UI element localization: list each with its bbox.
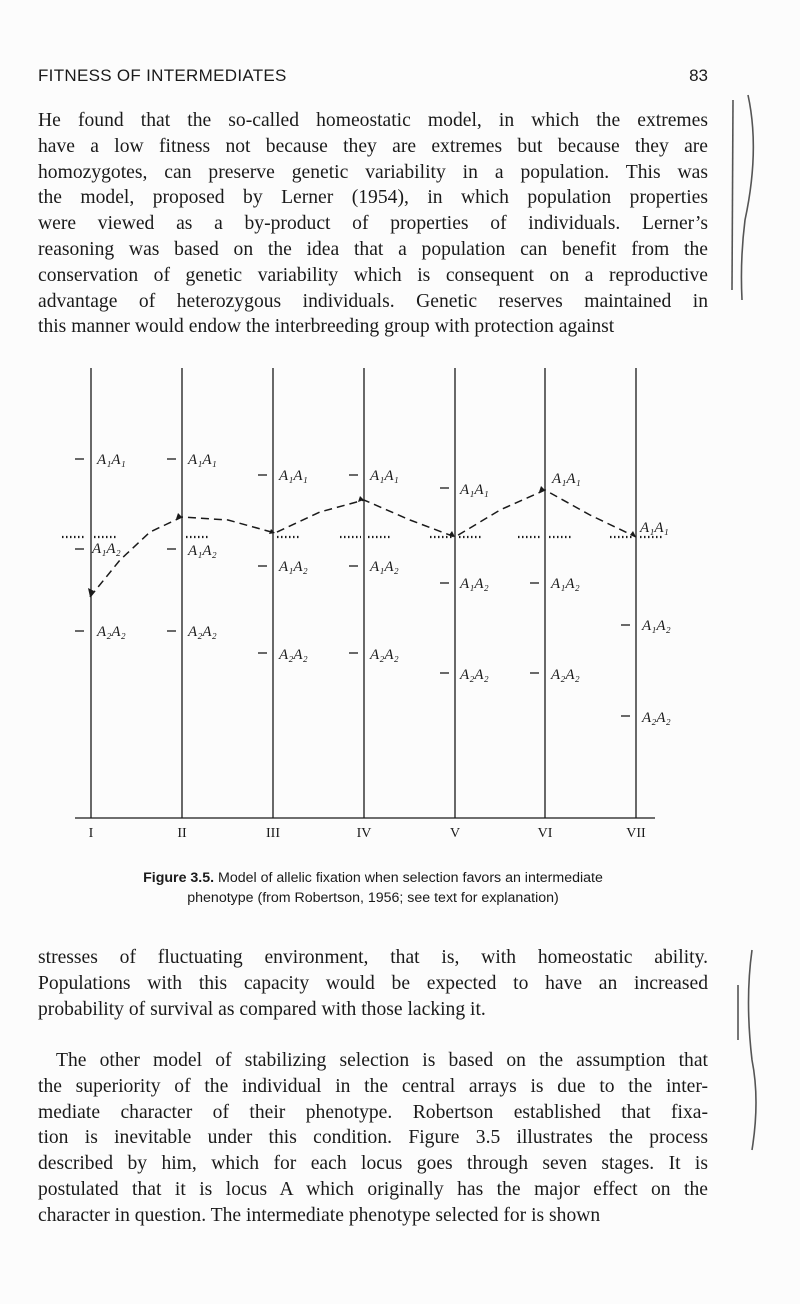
paragraph-line: were viewed as a by-product of properties of individuals. Lerner’s [38, 213, 708, 235]
running-title: FITNESS OF INTERMEDIATES [38, 66, 287, 85]
paragraph-line: postulated that it is locus A which originally has the major effect on the [38, 1178, 708, 1200]
caption-text: Model of allelic fixation when selection favors an intermediate [218, 870, 603, 886]
paragraph-line: probability of survival as compared with those lacking it. [38, 998, 486, 1020]
genotype-label: A₂A₂ [460, 667, 489, 683]
genotype-label: A₂A₂ [188, 624, 217, 640]
paragraph-line: reasoning was based on the idea that a population can benefit from the [38, 238, 708, 260]
genotype-label: A₁A₂ [370, 559, 399, 575]
paragraph-line: this manner would endow the interbreeding group with protection against [38, 316, 615, 338]
margin-mark [741, 95, 753, 300]
paragraph-line: the superiority of the individual in the central arrays is due to the inter- [38, 1075, 708, 1097]
stage-label: III [266, 826, 280, 841]
paragraph-line: described by him, which for each locus goes through seven stages. It is [38, 1153, 708, 1175]
genotype-label: A₂A₂ [370, 647, 399, 663]
genotype-label: A₁A₁ [460, 482, 489, 498]
paragraph-line: have a low fitness not because they are extremes but because they are [38, 135, 708, 157]
paragraph-line: conservation of genetic variability which is consequent on a reproductive [38, 264, 708, 286]
genotype-label: A₁A₁ [552, 471, 581, 487]
paragraph-line: mediate character of their phenotype. Robertson established that fixa- [38, 1101, 708, 1123]
genotype-label: A₂A₂ [97, 624, 126, 640]
stage-label: I [88, 826, 94, 841]
margin-mark [749, 950, 757, 1150]
genotype-label: A₁A₁ [279, 468, 308, 484]
paragraph-line: advantage of heterozygous individuals. Genetic reserves maintained in [38, 290, 708, 312]
paragraph-line: The other model of stabilizing selection is based on the assumption that [56, 1050, 708, 1071]
stage-label: VII [626, 826, 646, 841]
stage-label: II [177, 826, 187, 841]
genotype-label: A₁A₂ [279, 559, 308, 575]
stage-label: VI [537, 826, 553, 841]
genotype-label: A₁A₁ [370, 468, 399, 484]
paragraph-line: character in question. The intermediate phenotype selected for is shown [38, 1204, 601, 1226]
genotype-label: A₁A₂ [642, 618, 671, 634]
paragraph-line: the model, proposed by Lerner (1954), in which population properties [38, 187, 708, 209]
stage-label: V [449, 826, 461, 841]
genotype-label: A₁A₁ [188, 452, 217, 468]
genotype-label: A₂A₂ [551, 667, 580, 683]
genotype-label: A₁A₂ [460, 576, 489, 592]
paragraph-line: stresses of fluctuating environment, that is, with homeostatic ability. [38, 947, 708, 968]
paragraph-line: Populations with this capacity would be expected to have an increased [38, 972, 708, 994]
genotype-label: A₁A₂ [92, 541, 121, 557]
paragraph-line: tion is inevitable under this condition. Figure 3.5 illustrates the process [38, 1127, 708, 1149]
genotype-label: A₁A₂ [551, 576, 580, 592]
caption-text-line2: phenotype (from Robertson, 1956; see text for explanation) [187, 890, 559, 906]
stage-label: IV [356, 826, 372, 841]
genotype-label: A₁A₂ [188, 543, 217, 559]
genotype-label: A₂A₂ [279, 647, 308, 663]
genotype-label: A₂A₂ [642, 710, 671, 726]
caption-label: Figure 3.5. [143, 870, 215, 886]
genotype-label: A₁A₁ [640, 520, 669, 536]
page-number: 83 [689, 66, 708, 85]
paragraph-line: He found that the so-called homeostatic model, in which the extremes [38, 110, 708, 131]
paragraph-line: homozygotes, can preserve genetic variability in a population. This was [38, 161, 708, 183]
genotype-label: A₁A₁ [97, 452, 126, 468]
margin-mark [732, 100, 733, 290]
